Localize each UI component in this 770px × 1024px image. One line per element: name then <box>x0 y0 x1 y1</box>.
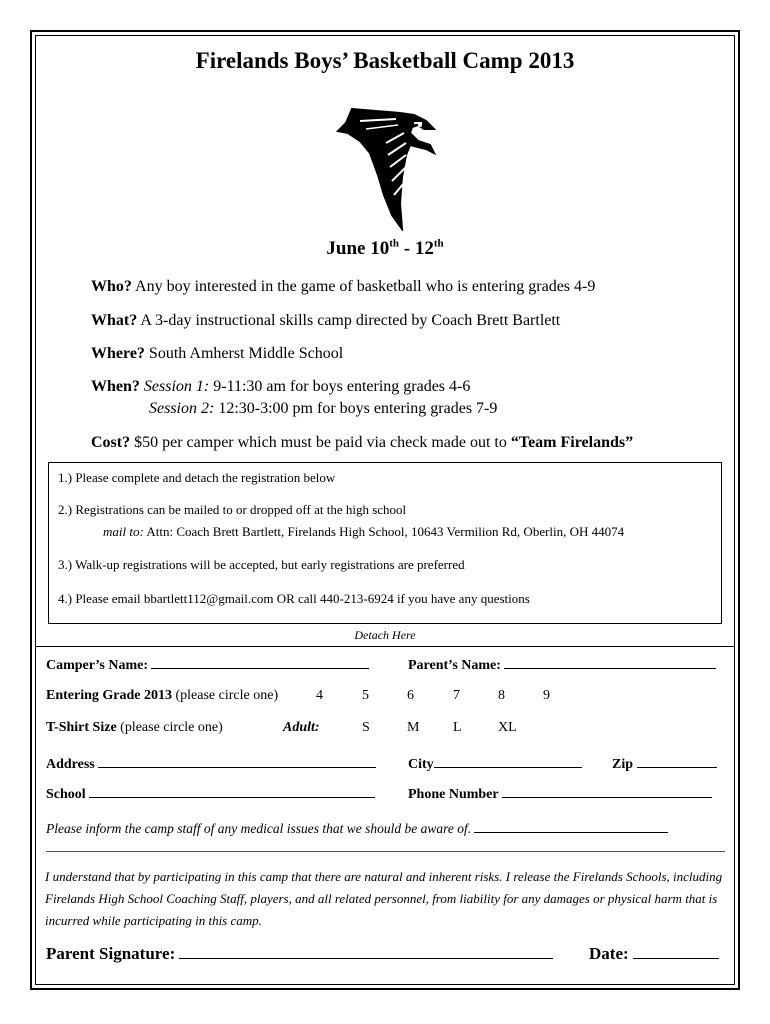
grade-option-9[interactable]: 9 <box>543 688 550 703</box>
note-2: 2.) Registrations can be mailed to or dropped off at the high school <box>58 502 407 517</box>
detach-here-label: Detach Here <box>354 628 416 642</box>
grade-option-4[interactable]: 4 <box>316 688 323 703</box>
size-option-l[interactable]: L <box>453 720 462 735</box>
grade-option-6[interactable]: 6 <box>407 688 414 703</box>
address-field[interactable]: Address <box>46 755 376 773</box>
medical-extra-line[interactable] <box>46 851 725 852</box>
size-option-xl[interactable]: XL <box>498 720 517 735</box>
info-what: What? A 3-day instructional skills camp directed by Coach Brett Bartlett <box>91 312 561 329</box>
info-session-2: Session 2: 12:30-3:00 pm for boys entering grades 7-9 <box>149 400 498 417</box>
falcon-logo-icon <box>330 103 442 231</box>
date-field[interactable]: Date: <box>589 944 719 964</box>
grade-option-5[interactable]: 5 <box>362 688 369 703</box>
adult-label: Adult: <box>283 720 320 735</box>
info-when: When? Session 1: 9-11:30 am for boys entering grades 4-6 <box>91 378 471 395</box>
size-option-s[interactable]: S <box>362 720 370 735</box>
school-field[interactable]: School <box>46 785 375 803</box>
note-1: 1.) Please complete and detach the registration below <box>58 470 336 485</box>
size-option-m[interactable]: M <box>407 720 420 735</box>
grade-option-7[interactable]: 7 <box>453 688 460 703</box>
info-cost: Cost? $50 per camper which must be paid via check made out to “Team Firelands” <box>91 434 634 451</box>
camp-dates: June 10th - 12th <box>326 237 444 259</box>
info-who: Who? Any boy interested in the game of basketball who is entering grades 4-9 <box>91 278 596 295</box>
shirt-size-label: T-Shirt Size (please circle one) <box>46 720 223 735</box>
medical-field[interactable]: Please inform the camp staff of any medical issues that we should be aware of. <box>46 820 668 837</box>
phone-field[interactable]: Phone Number <box>408 785 712 803</box>
parent-name-field[interactable]: Parent’s Name: <box>408 656 716 674</box>
camper-name-field[interactable]: Camper’s Name: <box>46 656 369 674</box>
release-statement: I understand that by participating in this camp that there are natural and inherent risks. I release the Firelands Schools, including Firelands High School Coaching Staff, players, and all related personnel, from liability for any damages or physical harm that is incurred while participating in this camp. <box>45 869 723 928</box>
info-where: Where? South Amherst Middle School <box>91 345 344 362</box>
city-field[interactable]: City <box>408 755 582 773</box>
zip-field[interactable]: Zip <box>612 755 717 773</box>
grade-option-8[interactable]: 8 <box>498 688 505 703</box>
note-3: 3.) Walk-up registrations will be accepted, but early registrations are preferred <box>58 557 465 572</box>
detach-line <box>35 646 735 647</box>
grade-label: Entering Grade 2013 (please circle one) <box>46 688 279 703</box>
page-title: Firelands Boys’ Basketball Camp 2013 <box>195 48 575 73</box>
parent-signature-field[interactable]: Parent Signature: <box>46 944 553 964</box>
note-4: 4.) Please email bbartlett112@gmail.com OR call 440-213-6924 if you have any questions <box>58 591 530 606</box>
note-mail-to: mail to: Attn: Coach Brett Bartlett, Firelands High School, 10643 Vermilion Rd, Oberlin, OH 44074 <box>103 524 625 539</box>
